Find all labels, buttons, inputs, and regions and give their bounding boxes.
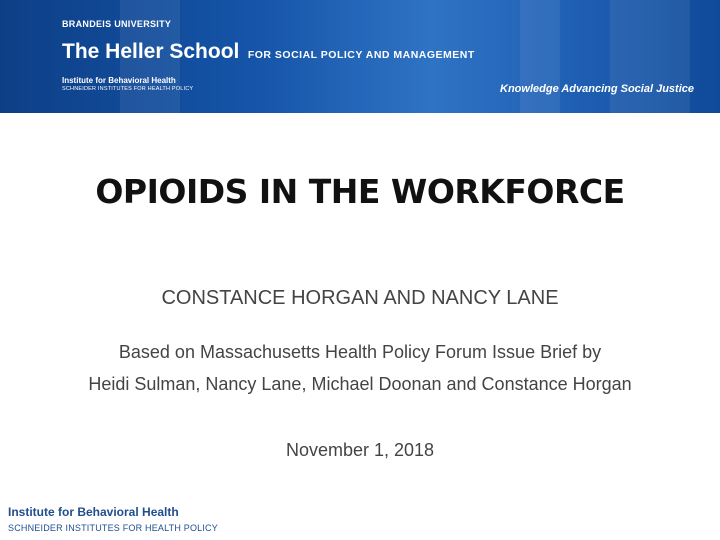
school-subtitle: FOR SOCIAL POLICY AND MANAGEMENT — [247, 49, 475, 61]
slide-authors: CONSTANCE HORGAN AND NANCY LANE — [161, 287, 559, 309]
tagline: Knowledge Advancing Social Justice — [500, 83, 694, 95]
institutes-group: SCHNEIDER INSTITUTES FOR HEALTH POLICY — [62, 86, 194, 92]
header-banner — [0, 0, 720, 113]
school-name: The Heller School — [62, 40, 240, 63]
slide-brief — [0, 336, 720, 400]
slide-title: OPIOIDS IN THE WORKFORCE — [95, 172, 625, 211]
footer-institutes-group: SCHNEIDER INSTITUTES FOR HEALTH POLICY — [8, 523, 218, 533]
brief-line-2: Heidi Sulman, Nancy Lane, Michael Doonan and Constance Horgan — [88, 374, 632, 394]
university-name: BRANDEIS UNIVERSITY — [62, 19, 172, 29]
footer-institute-name: Institute for Behavioral Health — [8, 505, 179, 519]
slide-date: November 1, 2018 — [285, 440, 435, 460]
banner-decoration — [520, 0, 560, 113]
institute-name: Institute for Behavioral Health — [62, 76, 176, 85]
school-logo — [62, 40, 475, 64]
banner-decoration — [610, 0, 690, 113]
brief-line-1: Based on Massachusetts Health Policy Forum Issue Brief by — [118, 342, 602, 362]
